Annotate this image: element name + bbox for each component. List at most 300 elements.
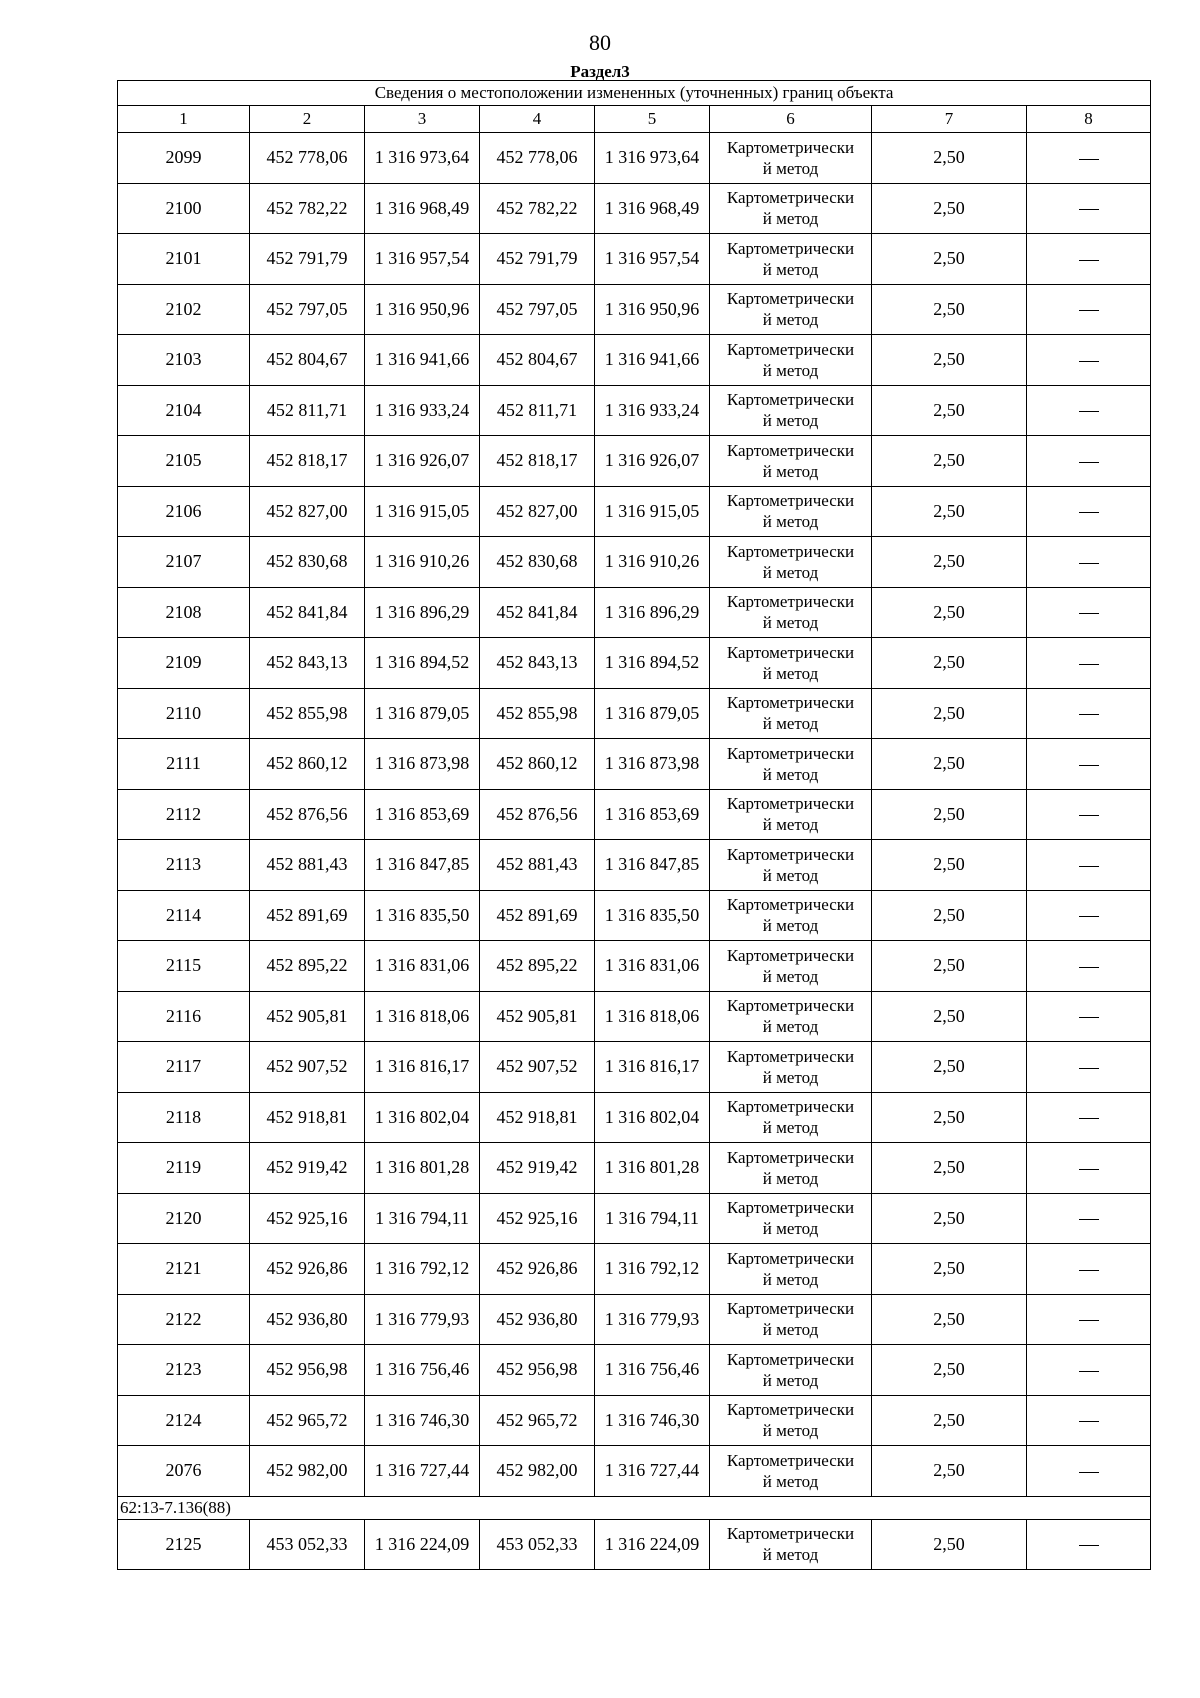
method-line: Картометрически (726, 996, 855, 1016)
table-row (118, 1042, 1151, 1093)
cell-x-new: 452 797,05 (480, 284, 595, 335)
dash-mark (1079, 1472, 1099, 1473)
cell-description (1027, 234, 1151, 285)
cell-x-old: 452 891,69 (250, 890, 365, 941)
table-row (118, 1244, 1151, 1295)
cell-y-old: 1 316 894,52 (365, 638, 480, 689)
cell-y-new: 1 316 941,66 (595, 335, 710, 386)
cell-x-old: 453 052,33 (250, 1519, 365, 1570)
cell-point: 2124 (118, 1395, 250, 1446)
cell-method (710, 385, 872, 436)
cell-y-old: 1 316 746,30 (365, 1395, 480, 1446)
method-line: й метод (762, 209, 819, 229)
cell-y-new: 1 316 746,30 (595, 1395, 710, 1446)
method-line: Картометрически (726, 693, 855, 713)
cell-accuracy: 2,50 (872, 537, 1027, 588)
cell-accuracy: 2,50 (872, 335, 1027, 386)
cell-y-old: 1 316 792,12 (365, 1244, 480, 1295)
cell-point: 2100 (118, 183, 250, 234)
cell-point: 2114 (118, 890, 250, 941)
dash-mark (1079, 664, 1099, 665)
cell-accuracy: 2,50 (872, 638, 1027, 689)
cell-y-new: 1 316 950,96 (595, 284, 710, 335)
cell-method (710, 486, 872, 537)
cell-x-new: 452 965,72 (480, 1395, 595, 1446)
cell-x-new: 452 841,84 (480, 587, 595, 638)
method-line: Картометрически (726, 592, 855, 612)
cell-description (1027, 789, 1151, 840)
cell-description (1027, 1395, 1151, 1446)
cell-x-old: 452 818,17 (250, 436, 365, 487)
cell-y-new: 1 316 853,69 (595, 789, 710, 840)
column-number: 6 (710, 106, 872, 133)
cell-x-new: 452 855,98 (480, 688, 595, 739)
cell-y-old: 1 316 727,44 (365, 1446, 480, 1497)
cell-x-old: 452 860,12 (250, 739, 365, 790)
dash-mark (1079, 1169, 1099, 1170)
cell-method (710, 133, 872, 184)
cell-description (1027, 335, 1151, 386)
column-number: 5 (595, 106, 710, 133)
method-line: й метод (762, 663, 819, 683)
table-row (118, 133, 1151, 184)
cell-description (1027, 385, 1151, 436)
cell-method (710, 739, 872, 790)
cell-method (710, 234, 872, 285)
column-number: 7 (872, 106, 1027, 133)
cell-method (710, 638, 872, 689)
cell-y-old: 1 316 818,06 (365, 991, 480, 1042)
cell-accuracy: 2,50 (872, 385, 1027, 436)
cell-x-new: 452 827,00 (480, 486, 595, 537)
cell-accuracy: 2,50 (872, 789, 1027, 840)
method-line: й метод (762, 1320, 819, 1340)
cell-accuracy: 2,50 (872, 1042, 1027, 1093)
table-row (118, 1446, 1151, 1497)
cell-point: 2119 (118, 1143, 250, 1194)
table-row (118, 1143, 1151, 1194)
cell-description (1027, 1193, 1151, 1244)
cell-description (1027, 840, 1151, 891)
method-line: й метод (762, 865, 819, 885)
cell-y-new: 1 316 910,26 (595, 537, 710, 588)
method-line: Картометрически (726, 491, 855, 511)
cell-x-old: 452 965,72 (250, 1395, 365, 1446)
dash-mark (1079, 1017, 1099, 1018)
cell-method (710, 1042, 872, 1093)
cell-x-new: 452 956,98 (480, 1345, 595, 1396)
method-line: Картометрически (726, 541, 855, 561)
cell-method (710, 1294, 872, 1345)
cell-point: 2106 (118, 486, 250, 537)
table-row (118, 1345, 1151, 1396)
method-line: Картометрически (726, 1299, 855, 1319)
table-body (118, 133, 1151, 1570)
cell-point: 2111 (118, 739, 250, 790)
coordinates-table (117, 80, 1151, 1570)
cell-point: 2103 (118, 335, 250, 386)
cell-x-old: 452 827,00 (250, 486, 365, 537)
cell-point: 2117 (118, 1042, 250, 1093)
dash-mark (1079, 1371, 1099, 1372)
dash-mark (1079, 967, 1099, 968)
method-line: Картометрически (726, 945, 855, 965)
cell-y-new: 1 316 802,04 (595, 1092, 710, 1143)
dash-mark (1079, 209, 1099, 210)
method-line: й метод (762, 158, 819, 178)
cell-point: 2118 (118, 1092, 250, 1143)
cell-x-new: 452 791,79 (480, 234, 595, 285)
method-line: Картометрически (726, 642, 855, 662)
cell-accuracy: 2,50 (872, 1395, 1027, 1446)
cell-method (710, 840, 872, 891)
table-row (118, 941, 1151, 992)
cell-method (710, 284, 872, 335)
cell-y-old: 1 316 926,07 (365, 436, 480, 487)
cell-x-old: 452 936,80 (250, 1294, 365, 1345)
method-line: й метод (762, 714, 819, 734)
cell-x-new: 452 936,80 (480, 1294, 595, 1345)
cell-method (710, 436, 872, 487)
cell-x-old: 452 778,06 (250, 133, 365, 184)
cell-y-old: 1 316 910,26 (365, 537, 480, 588)
method-line: й метод (762, 310, 819, 330)
method-line: Картометрически (726, 137, 855, 157)
cell-y-old: 1 316 941,66 (365, 335, 480, 386)
method-line: й метод (762, 1421, 819, 1441)
cell-description (1027, 1446, 1151, 1497)
cell-x-new: 452 876,56 (480, 789, 595, 840)
method-line: й метод (762, 360, 819, 380)
cell-y-old: 1 316 224,09 (365, 1519, 480, 1570)
cell-accuracy: 2,50 (872, 890, 1027, 941)
method-line: Картометрически (726, 743, 855, 763)
cell-x-old: 452 830,68 (250, 537, 365, 588)
cell-description (1027, 486, 1151, 537)
method-line: й метод (762, 1370, 819, 1390)
cell-x-old: 452 907,52 (250, 1042, 365, 1093)
cell-x-new: 452 818,17 (480, 436, 595, 487)
method-line: Картометрически (726, 1147, 855, 1167)
cell-y-new: 1 316 831,06 (595, 941, 710, 992)
table-row (118, 385, 1151, 436)
cell-y-old: 1 316 816,17 (365, 1042, 480, 1093)
table-row (118, 890, 1151, 941)
cell-point: 2115 (118, 941, 250, 992)
cell-accuracy: 2,50 (872, 1244, 1027, 1295)
cell-point: 2109 (118, 638, 250, 689)
cell-accuracy: 2,50 (872, 688, 1027, 739)
dash-mark (1079, 1118, 1099, 1119)
method-line: Картометрически (726, 390, 855, 410)
cell-description (1027, 436, 1151, 487)
cell-y-new: 1 316 756,46 (595, 1345, 710, 1396)
cell-point: 2110 (118, 688, 250, 739)
table-row (118, 840, 1151, 891)
method-line: Картометрически (726, 238, 855, 258)
cell-y-old: 1 316 835,50 (365, 890, 480, 941)
method-line: й метод (762, 613, 819, 633)
cell-description (1027, 638, 1151, 689)
cell-x-old: 452 876,56 (250, 789, 365, 840)
cell-y-new: 1 316 801,28 (595, 1143, 710, 1194)
cell-accuracy: 2,50 (872, 1092, 1027, 1143)
method-line: й метод (762, 259, 819, 279)
table-row (118, 789, 1151, 840)
cell-x-new: 452 905,81 (480, 991, 595, 1042)
column-number: 4 (480, 106, 595, 133)
cell-description (1027, 1519, 1151, 1570)
cell-y-new: 1 316 926,07 (595, 436, 710, 487)
group-label: 62:13-7.136(88) (118, 1496, 1151, 1519)
cell-x-old: 452 956,98 (250, 1345, 365, 1396)
cell-x-new: 452 804,67 (480, 335, 595, 386)
cell-description (1027, 890, 1151, 941)
table-row (118, 991, 1151, 1042)
cell-point: 2105 (118, 436, 250, 487)
method-line: й метод (762, 411, 819, 431)
cell-point: 2099 (118, 133, 250, 184)
dash-mark (1079, 714, 1099, 715)
cell-description (1027, 183, 1151, 234)
cell-accuracy: 2,50 (872, 183, 1027, 234)
cell-method (710, 1143, 872, 1194)
dash-mark (1079, 1068, 1099, 1069)
cell-y-new: 1 316 933,24 (595, 385, 710, 436)
cell-method (710, 335, 872, 386)
dash-mark (1079, 512, 1099, 513)
cell-x-old: 452 982,00 (250, 1446, 365, 1497)
cell-x-old: 452 841,84 (250, 587, 365, 638)
cell-method (710, 587, 872, 638)
page-number: 80 (589, 30, 611, 55)
cell-y-old: 1 316 831,06 (365, 941, 480, 992)
dash-mark (1079, 361, 1099, 362)
table-row (118, 284, 1151, 335)
cell-y-new: 1 316 779,93 (595, 1294, 710, 1345)
dash-mark (1079, 866, 1099, 867)
method-line: Картометрически (726, 1097, 855, 1117)
method-line: Картометрически (726, 440, 855, 460)
cell-point: 2076 (118, 1446, 250, 1497)
cell-point: 2104 (118, 385, 250, 436)
cell-y-new: 1 316 792,12 (595, 1244, 710, 1295)
method-line: Картометрически (726, 1248, 855, 1268)
table-row (118, 234, 1151, 285)
cell-point: 2101 (118, 234, 250, 285)
cell-point: 2122 (118, 1294, 250, 1345)
cell-y-new: 1 316 915,05 (595, 486, 710, 537)
cell-point: 2116 (118, 991, 250, 1042)
cell-description (1027, 133, 1151, 184)
method-line: Картометрически (726, 188, 855, 208)
method-line: Картометрически (726, 794, 855, 814)
method-line: й метод (762, 764, 819, 784)
cell-accuracy: 2,50 (872, 1519, 1027, 1570)
cell-y-old: 1 316 873,98 (365, 739, 480, 790)
table-row (118, 587, 1151, 638)
cell-method (710, 991, 872, 1042)
cell-y-old: 1 316 853,69 (365, 789, 480, 840)
table-row (118, 1395, 1151, 1446)
dash-mark (1079, 1270, 1099, 1271)
dash-mark (1079, 815, 1099, 816)
cell-method (710, 688, 872, 739)
cell-method (710, 1244, 872, 1295)
table-row (118, 688, 1151, 739)
cell-accuracy: 2,50 (872, 436, 1027, 487)
cell-x-old: 452 791,79 (250, 234, 365, 285)
cell-accuracy: 2,50 (872, 133, 1027, 184)
method-line: Картометрически (726, 1400, 855, 1420)
section-label: Раздел3 (570, 62, 630, 81)
cell-method (710, 1092, 872, 1143)
cell-accuracy: 2,50 (872, 991, 1027, 1042)
dash-mark (1079, 411, 1099, 412)
column-number: 2 (250, 106, 365, 133)
cell-method (710, 789, 872, 840)
method-line: й метод (762, 916, 819, 936)
cell-y-old: 1 316 950,96 (365, 284, 480, 335)
cell-description (1027, 688, 1151, 739)
method-line: й метод (762, 1168, 819, 1188)
cell-y-old: 1 316 933,24 (365, 385, 480, 436)
cell-x-new: 452 843,13 (480, 638, 595, 689)
cell-method (710, 183, 872, 234)
method-line: й метод (762, 1118, 819, 1138)
method-line: Картометрически (726, 1450, 855, 1470)
method-line: й метод (762, 1017, 819, 1037)
cell-accuracy: 2,50 (872, 234, 1027, 285)
cell-description (1027, 941, 1151, 992)
dash-mark (1079, 1219, 1099, 1220)
cell-point: 2108 (118, 587, 250, 638)
cell-x-old: 452 925,16 (250, 1193, 365, 1244)
cell-x-old: 452 811,71 (250, 385, 365, 436)
cell-description (1027, 1143, 1151, 1194)
cell-description (1027, 991, 1151, 1042)
cell-x-old: 452 804,67 (250, 335, 365, 386)
cell-accuracy: 2,50 (872, 739, 1027, 790)
cell-point: 2107 (118, 537, 250, 588)
cell-y-old: 1 316 915,05 (365, 486, 480, 537)
cell-y-old: 1 316 756,46 (365, 1345, 480, 1396)
cell-y-new: 1 316 879,05 (595, 688, 710, 739)
method-line: Картометрически (726, 895, 855, 915)
table-row (118, 1092, 1151, 1143)
cell-x-old: 452 855,98 (250, 688, 365, 739)
table-row (118, 537, 1151, 588)
cell-y-new: 1 316 973,64 (595, 133, 710, 184)
cell-x-new: 452 891,69 (480, 890, 595, 941)
cell-description (1027, 1042, 1151, 1093)
method-line: й метод (762, 966, 819, 986)
cell-x-new: 452 830,68 (480, 537, 595, 588)
cell-x-new: 452 778,06 (480, 133, 595, 184)
method-line: й метод (762, 1067, 819, 1087)
cell-y-new: 1 316 957,54 (595, 234, 710, 285)
method-line: Картометрически (726, 1198, 855, 1218)
cell-y-new: 1 316 794,11 (595, 1193, 710, 1244)
table-row (118, 335, 1151, 386)
cell-y-new: 1 316 873,98 (595, 739, 710, 790)
cell-x-old: 452 895,22 (250, 941, 365, 992)
cell-description (1027, 587, 1151, 638)
cell-accuracy: 2,50 (872, 1345, 1027, 1396)
cell-y-old: 1 316 801,28 (365, 1143, 480, 1194)
cell-y-new: 1 316 896,29 (595, 587, 710, 638)
table-row (118, 739, 1151, 790)
cell-method (710, 941, 872, 992)
cell-accuracy: 2,50 (872, 941, 1027, 992)
cell-y-new: 1 316 727,44 (595, 1446, 710, 1497)
cell-description (1027, 739, 1151, 790)
cell-method (710, 1446, 872, 1497)
cell-x-old: 452 918,81 (250, 1092, 365, 1143)
cell-x-new: 452 895,22 (480, 941, 595, 992)
cell-point: 2121 (118, 1244, 250, 1295)
table-row (118, 486, 1151, 537)
cell-accuracy: 2,50 (872, 1294, 1027, 1345)
cell-method (710, 1193, 872, 1244)
column-number: 8 (1027, 106, 1151, 133)
cell-y-old: 1 316 794,11 (365, 1193, 480, 1244)
cell-accuracy: 2,50 (872, 1193, 1027, 1244)
cell-x-old: 452 782,22 (250, 183, 365, 234)
cell-accuracy: 2,50 (872, 587, 1027, 638)
cell-description (1027, 284, 1151, 335)
cell-description (1027, 1294, 1151, 1345)
cell-y-new: 1 316 968,49 (595, 183, 710, 234)
cell-point: 2112 (118, 789, 250, 840)
cell-y-old: 1 316 802,04 (365, 1092, 480, 1143)
cell-description (1027, 1092, 1151, 1143)
cell-y-new: 1 316 847,85 (595, 840, 710, 891)
cell-y-old: 1 316 779,93 (365, 1294, 480, 1345)
cell-accuracy: 2,50 (872, 1446, 1027, 1497)
cell-x-new: 452 926,86 (480, 1244, 595, 1295)
cell-method (710, 890, 872, 941)
cell-x-new: 453 052,33 (480, 1519, 595, 1570)
cell-accuracy: 2,50 (872, 284, 1027, 335)
dash-mark (1079, 260, 1099, 261)
method-line: й метод (762, 562, 819, 582)
cell-method (710, 537, 872, 588)
cell-y-old: 1 316 896,29 (365, 587, 480, 638)
method-line: Картометрически (726, 1349, 855, 1369)
dash-mark (1079, 613, 1099, 614)
cell-method (710, 1519, 872, 1570)
cell-y-new: 1 316 835,50 (595, 890, 710, 941)
method-line: Картометрически (726, 1046, 855, 1066)
cell-description (1027, 1345, 1151, 1396)
column-number-row (118, 106, 1151, 133)
cell-x-new: 452 782,22 (480, 183, 595, 234)
table-caption-row (118, 81, 1151, 106)
cell-method (710, 1395, 872, 1446)
group-header-row (118, 1496, 1151, 1519)
method-line: Картометрически (726, 844, 855, 864)
cell-x-old: 452 905,81 (250, 991, 365, 1042)
method-line: й метод (762, 1269, 819, 1289)
table-caption: Сведения о местоположении измененных (уточненных) границ объекта (118, 81, 1151, 106)
column-number: 3 (365, 106, 480, 133)
table-row (118, 183, 1151, 234)
dash-mark (1079, 1545, 1099, 1546)
dash-mark (1079, 563, 1099, 564)
cell-x-old: 452 919,42 (250, 1143, 365, 1194)
cell-y-old: 1 316 879,05 (365, 688, 480, 739)
